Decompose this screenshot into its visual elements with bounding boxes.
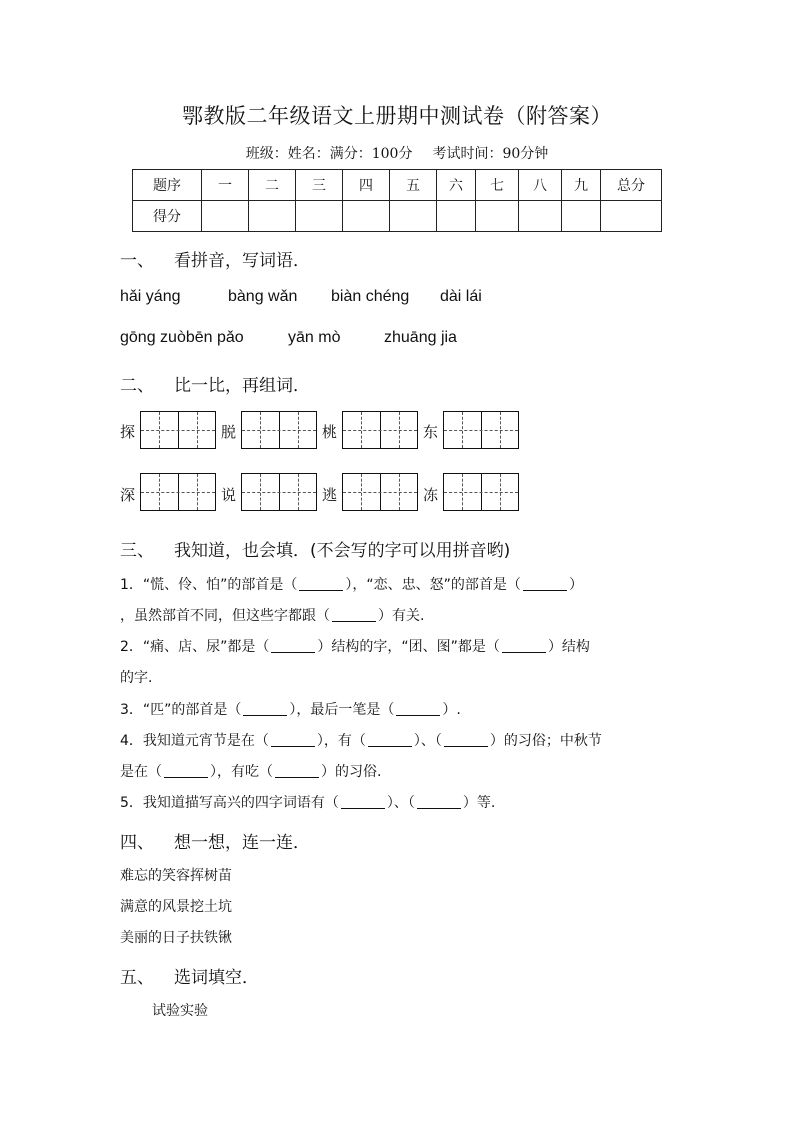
pinyin-item: yān mò <box>288 329 341 346</box>
section-3-heading <box>120 536 510 561</box>
compare-char: 脱 <box>221 423 237 441</box>
score-header-cell: 八 <box>519 170 562 201</box>
score-header-cell: 总分 <box>601 170 662 201</box>
section-4-heading <box>120 828 310 853</box>
score-row-label: 得分 <box>133 201 202 232</box>
question-text: 是在（ <box>120 764 162 780</box>
question-text: 2．“痛、店、尿”都是（ <box>120 639 270 655</box>
score-header-cell: 七 <box>476 170 519 201</box>
pinyin-item: bàng wǎn <box>228 288 298 305</box>
question-text: ），有吃（ <box>210 764 273 780</box>
answer-blank[interactable] <box>396 701 440 716</box>
info-left: 班级：姓名：满分：100分 <box>245 146 413 162</box>
page-title: 鄂教版二年级语文上册期中测试卷（附答案） <box>182 104 612 128</box>
pinyin-item: dài lái <box>440 288 482 305</box>
question-5 <box>120 792 495 812</box>
question-text: ）. <box>442 702 461 718</box>
compare-char: 东 <box>423 423 439 441</box>
question-2-cont: 的字. <box>120 670 153 686</box>
section-title: 选词填空． <box>174 968 259 988</box>
question-text: ）、（ <box>413 733 442 749</box>
compare-char: 桃 <box>322 423 338 441</box>
question-text: ），有（ <box>316 733 366 749</box>
answer-blank[interactable] <box>368 732 412 747</box>
writing-grid[interactable] <box>342 411 418 449</box>
match-line: 难忘的笑容挥树苗 <box>120 868 232 884</box>
writing-grid[interactable] <box>241 473 317 511</box>
question-text: 5．我知道描写高兴的四字词语有（ <box>120 795 339 811</box>
section-title: 看拼音，写词语． <box>174 251 310 271</box>
answer-blank[interactable] <box>444 732 488 747</box>
score-header-cell: 一 <box>202 170 249 201</box>
answer-blank[interactable] <box>502 638 546 653</box>
question-text: ）结构 <box>547 639 590 655</box>
writing-grid[interactable] <box>140 473 216 511</box>
question-text: ，虽然部首不同，但这些字都跟（ <box>120 608 330 624</box>
score-header-cell: 五 <box>390 170 437 201</box>
score-cell[interactable] <box>390 201 437 232</box>
writing-grid[interactable] <box>443 411 519 449</box>
question-text: 3．“匹”的部首是（ <box>120 702 242 718</box>
question-text: ）的习俗. <box>321 764 382 780</box>
answer-blank[interactable] <box>341 794 385 809</box>
writing-grid[interactable] <box>443 473 519 511</box>
question-4 <box>120 730 602 750</box>
section-number: 一、 <box>120 251 154 271</box>
section-title: 我知道，也会填．(不会写的字可以用拼音哟) <box>174 541 511 561</box>
word-choices: 试验实验 <box>152 1003 208 1019</box>
score-cell[interactable] <box>562 201 601 232</box>
pinyin-item: biàn chéng <box>331 288 410 305</box>
writing-grid[interactable] <box>241 411 317 449</box>
question-text: ） <box>568 577 583 593</box>
answer-blank[interactable] <box>243 701 287 716</box>
answer-blank[interactable] <box>271 638 315 653</box>
answer-blank[interactable] <box>271 732 315 747</box>
section-number: 二、 <box>120 376 154 396</box>
question-text: ）结构的字，“团、图”都是（ <box>317 639 500 655</box>
answer-blank[interactable] <box>299 576 343 591</box>
question-text: ），“恋、忠、怒”的部首是（ <box>345 577 521 593</box>
question-4-cont <box>120 761 381 781</box>
pinyin-item: zhuāng jia <box>384 329 457 346</box>
question-1 <box>120 574 583 594</box>
score-header-cell: 六 <box>437 170 476 201</box>
score-header-cell: 九 <box>562 170 601 201</box>
score-row <box>133 201 662 232</box>
answer-blank[interactable] <box>332 607 376 622</box>
match-line: 美丽的日子扶铁锹 <box>120 930 232 946</box>
compare-char: 说 <box>221 486 237 504</box>
section-5-heading <box>120 963 259 988</box>
section-number: 三、 <box>120 541 154 561</box>
score-header-cell: 四 <box>343 170 390 201</box>
pinyin-item: gōng zuòbēn pǎo <box>120 329 244 346</box>
compare-char: 探 <box>120 423 136 441</box>
score-table <box>132 169 662 232</box>
question-text: 4．我知道元宵节是在（ <box>120 733 269 749</box>
question-3 <box>120 699 461 719</box>
match-line: 满意的风景挖土坑 <box>120 899 232 915</box>
answer-blank[interactable] <box>523 576 567 591</box>
score-cell[interactable] <box>249 201 296 232</box>
question-text: ）的习俗；中秋节 <box>489 733 602 749</box>
score-cell[interactable] <box>437 201 476 232</box>
compare-char: 逃 <box>322 486 338 504</box>
score-cell[interactable] <box>296 201 343 232</box>
score-header-cell: 题序 <box>133 170 202 201</box>
section-number: 五、 <box>120 968 154 988</box>
score-cell[interactable] <box>202 201 249 232</box>
score-cell[interactable] <box>601 201 662 232</box>
section-title: 想一想，连一连． <box>174 833 310 853</box>
answer-blank[interactable] <box>164 763 208 778</box>
section-number: 四、 <box>120 833 154 853</box>
compare-char: 冻 <box>423 486 439 504</box>
answer-blank[interactable] <box>417 794 461 809</box>
question-text: ）、（ <box>386 795 415 811</box>
question-text: ），最后一笔是（ <box>289 702 395 718</box>
writing-grid[interactable] <box>140 411 216 449</box>
section-title: 比一比，再组词． <box>174 376 310 396</box>
score-header-row <box>133 170 662 201</box>
question-1-cont <box>120 605 424 625</box>
section-2-heading <box>120 371 310 396</box>
question-text: 1．“慌、伶、怕”的部首是（ <box>120 577 298 593</box>
score-cell[interactable] <box>343 201 390 232</box>
pinyin-item: hǎi yáng <box>120 288 181 305</box>
compare-char: 深 <box>120 486 136 504</box>
score-cell[interactable] <box>519 201 562 232</box>
score-cell[interactable] <box>476 201 519 232</box>
score-header-cell: 三 <box>296 170 343 201</box>
info-right: 考试时间：90分钟 <box>432 146 549 162</box>
question-text: ）等. <box>462 795 496 811</box>
exam-info <box>0 143 794 163</box>
score-header-cell: 二 <box>249 170 296 201</box>
question-text: ）有关. <box>378 608 425 624</box>
section-1-heading <box>120 246 310 271</box>
question-2 <box>120 636 590 656</box>
answer-blank[interactable] <box>275 763 319 778</box>
writing-grid[interactable] <box>342 473 418 511</box>
